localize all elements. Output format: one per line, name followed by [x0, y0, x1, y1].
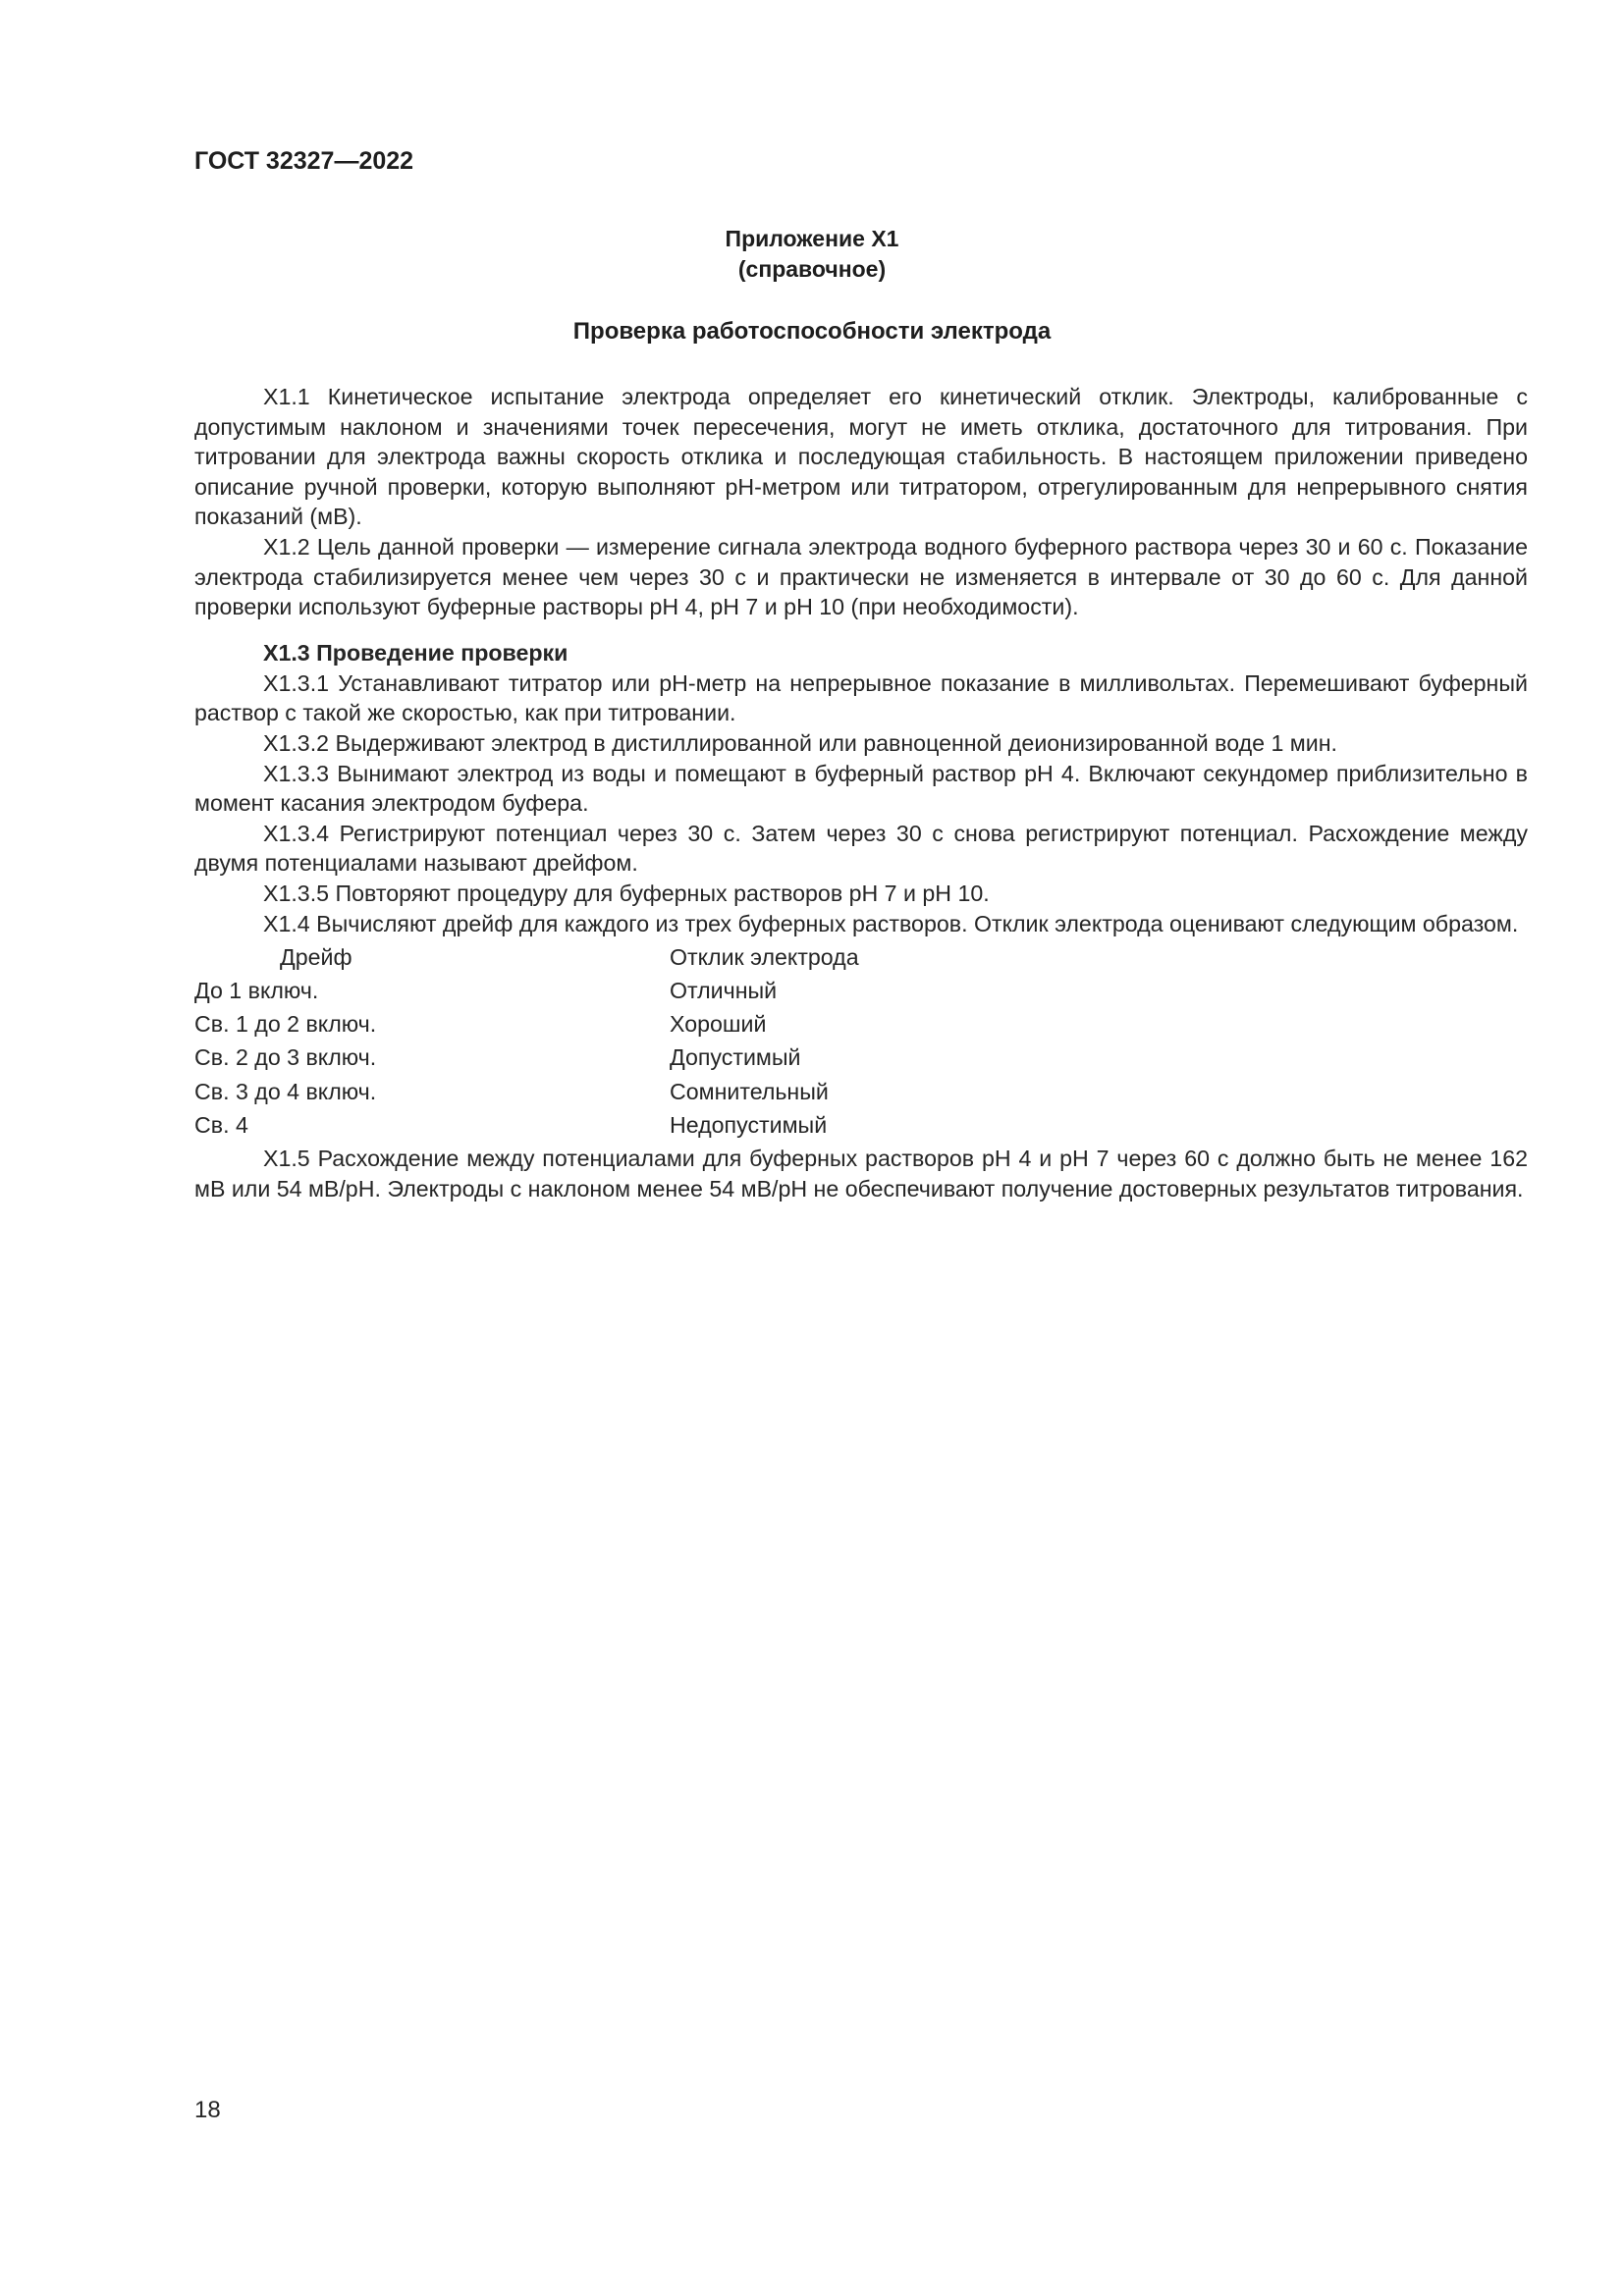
table-cell-drift: Св. 4 [194, 1111, 248, 1138]
appendix-type: (справочное) [737, 256, 887, 282]
paragraph-x1-3-4: X1.3.4 Регистрируют потенциал через 30 с. Затем через 30 с снова регистрируют потенциал. Расхождение между двумя потенциалами называют дрейфом. [194, 820, 1528, 877]
table-header-row [194, 940, 859, 974]
section-title: Проверка работоспособности электрода [572, 318, 1052, 345]
table-row [194, 1108, 859, 1142]
table-cell-drift: Св. 2 до 3 включ. [194, 1044, 377, 1071]
appendix-title: Приложение X1 [725, 226, 899, 251]
document-code: ГОСТ 32327—2022 [194, 147, 414, 175]
document-body [194, 382, 1528, 1203]
page-number: 18 [194, 2097, 221, 2123]
subsection-title: X1.3 Проведение проверки [263, 639, 568, 666]
table-header-response: Отклик электрода [670, 943, 859, 970]
table-cell-drift: Св. 1 до 2 включ. [194, 1011, 377, 1038]
paragraph-x1-1: X1.1 Кинетическое испытание электрода определяет его кинетический отклик. Электроды, калиброванные с допустимым наклоном и значениями точек пересечения, могут не иметь отклика, достаточного для титрования. При титровании для электрода важны скорость отклика и последующая стабильность. В настоящем приложении приведено описание ручной проверки, которую выполняют pH-метром или титратором, отрегулированным для непрерывного снятия показаний (мВ). [194, 384, 1528, 530]
paragraph-x1-5: X1.5 Расхождение между потенциалами для буферных растворов pH 4 и pH 7 через 60 с должно быть не менее 162 мВ или 54 мВ/pH. Электроды с наклоном менее 54 мВ/pH не обеспечивают получение достоверных результатов титрования. [194, 1146, 1528, 1201]
paragraph-x1-2: X1.2 Цель данной проверки — измерение сигнала электрода водного буферного раствора через 30 и 60 с. Показание электрода стабилизируется менее чем через 30 с и практически не изменяется в интервале от 30 до 60 с. Для данной проверки используют буферные растворы pH 4, pH 7 и pH 10 (при необходимости). [194, 533, 1528, 620]
paragraph-x1-3-5: X1.3.5 Повторяют процедуру для буферных растворов pH 7 и pH 10. [263, 880, 990, 906]
table-cell-response: Хороший [670, 1011, 767, 1038]
paragraph-x1-4: X1.4 Вычисляют дрейф для каждого из трех буферных растворов. Отклик электрода оценивают следующим образом. [263, 910, 1519, 936]
table-header-drift: Дрейф [280, 943, 352, 970]
table-cell-response: Отличный [670, 978, 778, 1004]
table-cell-response: Допустимый [670, 1044, 801, 1071]
table-cell-drift: Св. 3 до 4 включ. [194, 1078, 377, 1104]
table-row [194, 974, 859, 1007]
table-row [194, 1041, 859, 1075]
table-row [194, 1075, 859, 1108]
table-cell-drift: До 1 включ. [194, 978, 319, 1004]
paragraph-x1-3-1: X1.3.1 Устанавливают титратор или pH-метр на непрерывное показание в милливольтах. Перемешивают буферный раствор с такой же скоростью, как при титровании. [194, 669, 1528, 726]
paragraph-x1-3-2: X1.3.2 Выдерживают электрод в дистиллированной или равноценной деионизированной воде 1 мин. [263, 729, 1337, 756]
table-row [194, 1007, 859, 1041]
table-cell-response: Недопустимый [670, 1111, 828, 1138]
table-cell-response: Сомнительный [670, 1078, 829, 1104]
drift-response-table [194, 940, 859, 1142]
paragraph-x1-3-3: X1.3.3 Вынимают электрод из воды и помещают в буферный раствор pH 4. Включают секундомер приблизительно в момент касания электродом буфера. [194, 760, 1528, 817]
